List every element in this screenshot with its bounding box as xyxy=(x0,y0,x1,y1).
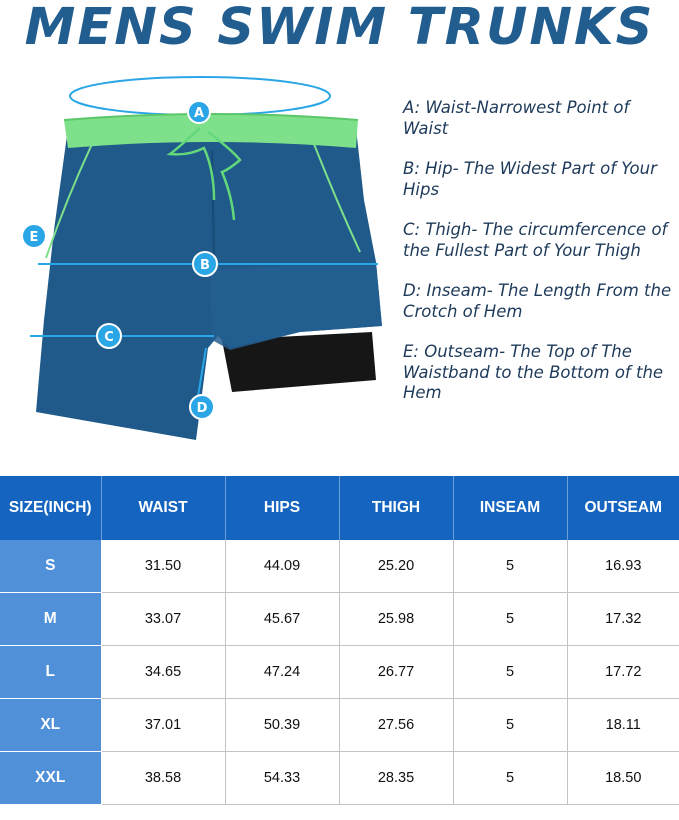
column-header-hips: HIPS xyxy=(225,476,339,540)
marker-b-label: B xyxy=(200,258,210,273)
definition-inseam: D: Inseam- The Length From the Crotch of Hem xyxy=(403,281,672,321)
size-cell: L xyxy=(0,646,101,699)
hips-cell: 44.09 xyxy=(225,540,339,593)
table-row xyxy=(0,752,679,805)
column-header-waist: WAIST xyxy=(101,476,225,540)
column-header-outseam: OUTSEAM xyxy=(567,476,679,540)
inseam-cell: 5 xyxy=(453,593,567,646)
waist-cell: 31.50 xyxy=(101,540,225,593)
thigh-cell: 25.98 xyxy=(339,593,453,646)
table-header-row xyxy=(0,476,679,540)
waist-cell: 33.07 xyxy=(101,593,225,646)
thigh-cell: 26.77 xyxy=(339,646,453,699)
definition-hip: B: Hip- The Widest Part of Your Hips xyxy=(403,159,657,199)
marker-d xyxy=(190,395,214,419)
inseam-cell: 5 xyxy=(453,699,567,752)
hips-cell: 47.24 xyxy=(225,646,339,699)
outseam-cell: 16.93 xyxy=(567,540,679,593)
inseam-cell: 5 xyxy=(453,752,567,805)
size-cell: S xyxy=(0,540,101,593)
outseam-cell: 17.32 xyxy=(567,593,679,646)
marker-e-label: E xyxy=(29,230,39,245)
column-header-size: SIZE(INCH) xyxy=(0,476,101,540)
outseam-cell: 17.72 xyxy=(567,646,679,699)
marker-c xyxy=(97,324,121,348)
thigh-cell: 28.35 xyxy=(339,752,453,805)
table-row xyxy=(0,699,679,752)
size-cell: XXL xyxy=(0,752,101,805)
marker-a-label: A xyxy=(193,106,205,121)
marker-a xyxy=(188,101,210,123)
table-row xyxy=(0,540,679,593)
marker-d-label: D xyxy=(196,401,208,416)
inseam-cell: 5 xyxy=(453,646,567,699)
outseam-cell: 18.11 xyxy=(567,699,679,752)
size-cell: XL xyxy=(0,699,101,752)
thigh-cell: 27.56 xyxy=(339,699,453,752)
measurement-definitions xyxy=(403,98,679,424)
column-header-inseam: INSEAM xyxy=(453,476,567,540)
marker-b xyxy=(193,252,217,276)
inseam-cell: 5 xyxy=(453,540,567,593)
page-title: MENS SWIM TRUNKS xyxy=(24,0,655,57)
hips-cell: 50.39 xyxy=(225,699,339,752)
hips-cell: 54.33 xyxy=(225,752,339,805)
size-cell: M xyxy=(0,593,101,646)
definition-thigh: C: Thigh- The circumfercence of the Fullest Part of Your Thigh xyxy=(403,220,668,260)
bottom-margin xyxy=(0,813,679,820)
thigh-cell: 25.20 xyxy=(339,540,453,593)
table-row xyxy=(0,593,679,646)
outseam-cell: 18.50 xyxy=(567,752,679,805)
column-header-thigh: THIGH xyxy=(339,476,453,540)
waist-cell: 38.58 xyxy=(101,752,225,805)
waist-cell: 34.65 xyxy=(101,646,225,699)
definition-waist: A: Waist-Narrowest Point of Waist xyxy=(403,98,630,138)
waist-cell: 37.01 xyxy=(101,699,225,752)
table-row xyxy=(0,646,679,699)
hips-cell: 45.67 xyxy=(225,593,339,646)
marker-c-label: C xyxy=(104,330,114,345)
definition-outseam: E: Outseam- The Top of The Waistband to the Bottom of the Hem xyxy=(403,342,664,402)
swim-trunks-illustration xyxy=(0,62,400,452)
marker-e xyxy=(22,224,46,248)
size-chart-table xyxy=(0,476,679,805)
